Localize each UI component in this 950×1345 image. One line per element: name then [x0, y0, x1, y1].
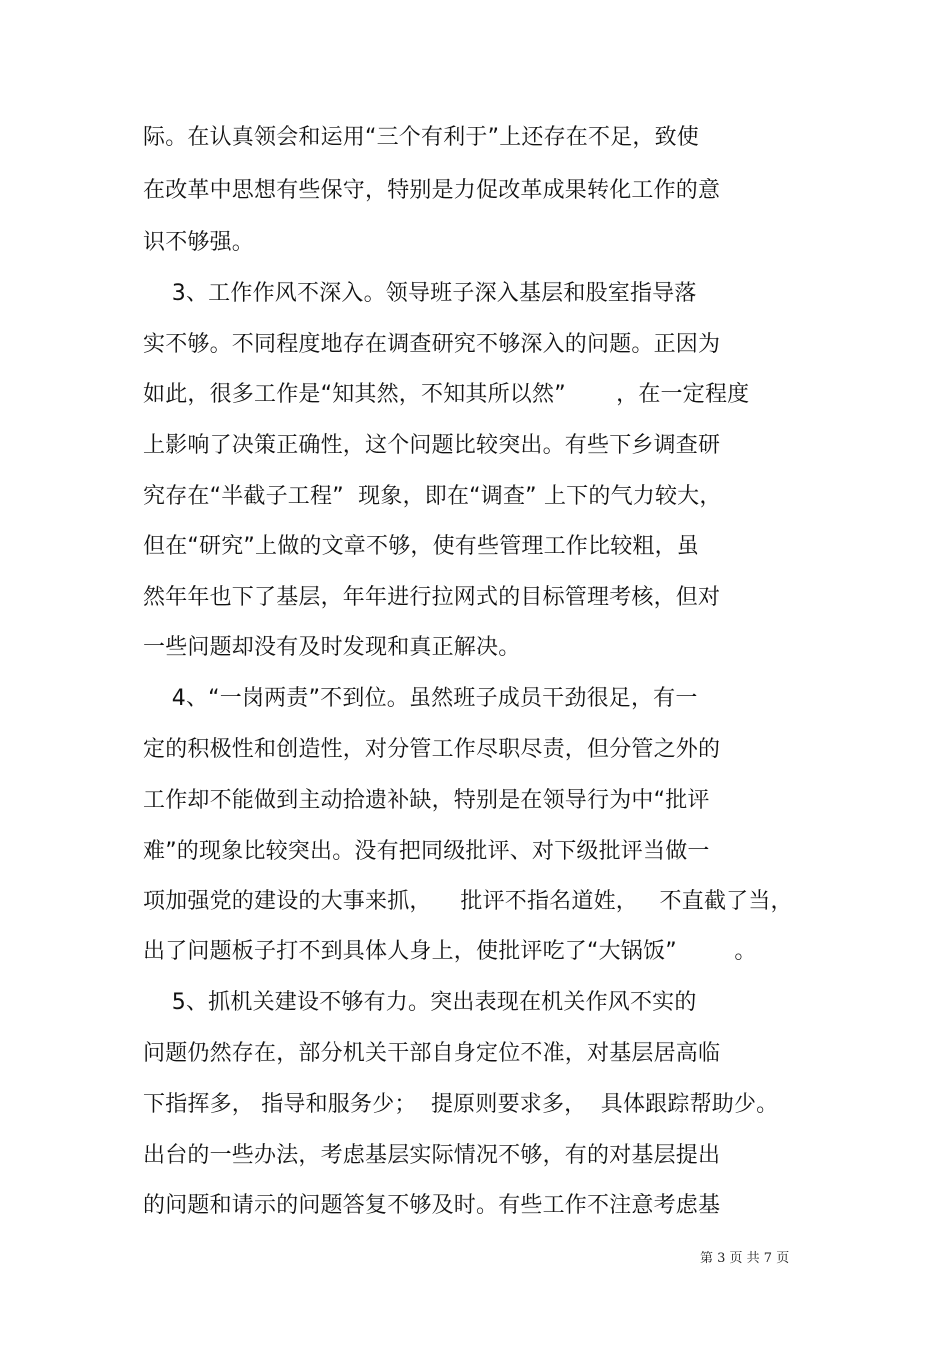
text-line: 出台的一些办法，考虑基层实际情况不够，有的对基层提出: [143, 1143, 721, 1168]
text-line: 际。在认真领会和运用“三个有利于”上还存在不足，致使: [143, 125, 699, 150]
text-line: 在改革中思想有些保守，特别是力促改革成果转化工作的意: [143, 178, 721, 203]
text-line: 定的积极性和创造性，对分管工作尽职尽责，但分管之外的: [143, 737, 721, 762]
text-line: 一些问题却没有及时发现和真正解决。: [143, 635, 521, 660]
paragraph-start-line: 4、“一岗两责”不到位。虽然班子成员干劲很足，有一: [143, 686, 698, 711]
text-line: 下指挥多， 指导和服务少； 提原则要求多， 具体跟踪帮助少。: [143, 1092, 779, 1117]
text-line: 难”的现象比较突出。没有把同级批评、对下级批评当做一: [143, 839, 710, 864]
text-line: 但在“研究”上做的文章不够，使有些管理工作比较粗，虽: [143, 534, 699, 559]
text-line: 然年年也下了基层，年年进行拉网式的目标管理考核，但对: [143, 585, 721, 610]
text-line: 的问题和请示的问题答复不够及时。有些工作不注意考虑基: [143, 1193, 721, 1218]
paragraph-start-line: 5、抓机关建设不够有力。突出表现在机关作风不实的: [143, 990, 697, 1015]
text-line: 项加强党的建设的大事来抓， 批评不指名道姓， 不直截了当，: [143, 889, 793, 914]
text-line: 工作却不能做到主动拾遗补缺，特别是在领导行为中“批评: [143, 788, 710, 813]
text-line: 识不够强。: [143, 230, 255, 255]
text-line: 出了问题板子打不到具体人身上，使批评吃了“大锅饭” 。: [143, 939, 757, 964]
text-line: 上影响了决策正确性，这个问题比较突出。有些下乡调查研: [143, 433, 721, 458]
paragraph-start-line: 3、工作作风不深入。领导班子深入基层和股室指导落: [143, 281, 697, 306]
text-line: 如此，很多工作是“知其然，不知其所以然” ，在一定程度: [143, 382, 750, 407]
text-line: 究存在“半截子工程” 现象，即在“调查” 上下的气力较大，: [143, 484, 722, 509]
text-line: 实不够。不同程度地存在调查研究不够深入的问题。正因为: [143, 332, 721, 357]
text-line: 问题仍然存在，部分机关干部自身定位不准，对基层居高临: [143, 1041, 721, 1066]
page-number-footer: 第 3 页 共 7 页: [700, 1251, 790, 1266]
